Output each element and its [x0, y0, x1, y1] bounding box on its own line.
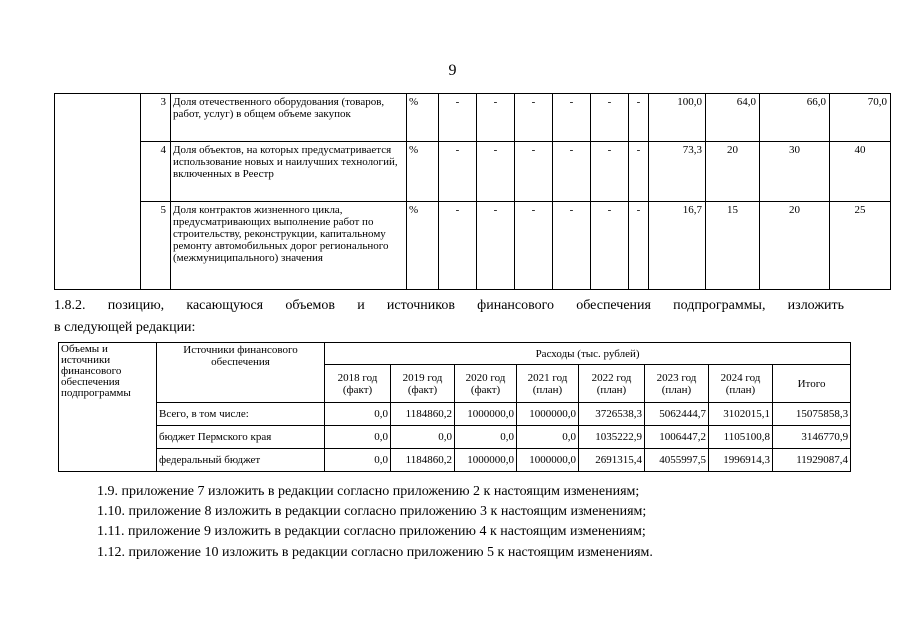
value-cell: 73,3	[649, 142, 706, 202]
dash-cell: -	[629, 94, 649, 142]
table-row	[55, 142, 891, 202]
empty-merged-cell	[55, 94, 141, 290]
dash-cell: -	[591, 94, 629, 142]
value-cell: 1184860,2	[391, 449, 455, 472]
value-cell: 11929087,4	[773, 449, 851, 472]
unit-cell: %	[407, 94, 439, 142]
value-cell: 1035222,9	[579, 426, 645, 449]
value-cell: 20	[706, 142, 760, 202]
dash-cell: -	[477, 202, 515, 290]
year-header: 2020 год (факт)	[455, 365, 517, 403]
dash-cell: -	[439, 142, 477, 202]
year-header: 2021 год (план)	[517, 365, 579, 403]
value-cell: 1996914,3	[709, 449, 773, 472]
total-header: Итого	[773, 365, 851, 403]
value-cell: 1000000,0	[517, 449, 579, 472]
value-cell: 15075858,3	[773, 403, 851, 426]
value-cell: 1000000,0	[517, 403, 579, 426]
value-cell: 64,0	[706, 94, 760, 142]
value-cell: 15	[706, 202, 760, 290]
dash-cell: -	[515, 142, 553, 202]
source-cell: Всего, в том числе:	[157, 403, 325, 426]
paragraph-1-11: 1.11. приложение 9 изложить в редакции согласно приложению 4 к настоящим изменениям;	[97, 524, 646, 539]
indicator-name: Доля отечественного оборудования (товаров, работ, услуг) в общем объеме закупок	[171, 94, 407, 142]
value-cell: 3146770,9	[773, 426, 851, 449]
table-row	[59, 426, 851, 449]
value-cell: 20	[760, 202, 830, 290]
paragraph-1-9: 1.9. приложение 7 изложить в редакции согласно приложению 2 к настоящим изменениям;	[97, 484, 640, 499]
value-cell: 1105100,8	[709, 426, 773, 449]
dash-cell: -	[553, 202, 591, 290]
value-cell: 30	[760, 142, 830, 202]
row-number: 4	[141, 142, 171, 202]
value-cell: 1006447,2	[645, 426, 709, 449]
value-cell: 0,0	[325, 449, 391, 472]
year-header: 2019 год (факт)	[391, 365, 455, 403]
value-cell: 0,0	[517, 426, 579, 449]
dash-cell: -	[477, 142, 515, 202]
year-header: 2024 год (план)	[709, 365, 773, 403]
table-row	[59, 449, 851, 472]
value-cell: 4055997,5	[645, 449, 709, 472]
value-cell: 0,0	[391, 426, 455, 449]
dash-cell: -	[515, 94, 553, 142]
table-row	[59, 403, 851, 426]
page-number: 9	[448, 62, 457, 79]
value-cell: 0,0	[455, 426, 517, 449]
dash-cell: -	[553, 142, 591, 202]
value-cell: 40	[830, 142, 891, 202]
sources-header: Источники финансового обеспечения	[157, 343, 325, 403]
table-row	[55, 202, 891, 290]
year-header: 2018 год (факт)	[325, 365, 391, 403]
paragraph-1-8-2: 1.8.2. позицию, касающуюся объемов и источников финансового обеспечения подпрограммы, изложить	[54, 298, 844, 313]
value-cell: 25	[830, 202, 891, 290]
source-cell: федеральный бюджет	[157, 449, 325, 472]
dash-cell: -	[591, 142, 629, 202]
header-row	[59, 343, 851, 365]
value-cell: 5062444,7	[645, 403, 709, 426]
year-header: 2022 год (план)	[579, 365, 645, 403]
dash-cell: -	[439, 94, 477, 142]
unit-cell: %	[407, 202, 439, 290]
value-cell: 0,0	[325, 426, 391, 449]
value-cell: 100,0	[649, 94, 706, 142]
value-cell: 0,0	[325, 403, 391, 426]
value-cell: 70,0	[830, 94, 891, 142]
value-cell: 16,7	[649, 202, 706, 290]
value-cell: 66,0	[760, 94, 830, 142]
dash-cell: -	[629, 142, 649, 202]
indicators-table	[54, 93, 891, 290]
paragraph-1-12: 1.12. приложение 10 изложить в редакции согласно приложению 5 к настоящим изменениям.	[97, 545, 653, 560]
finance-table	[58, 342, 851, 472]
dash-cell: -	[439, 202, 477, 290]
row-number: 3	[141, 94, 171, 142]
table-row	[55, 94, 891, 142]
dash-cell: -	[515, 202, 553, 290]
value-cell: 1184860,2	[391, 403, 455, 426]
unit-cell: %	[407, 142, 439, 202]
dash-cell: -	[591, 202, 629, 290]
value-cell: 3102015,1	[709, 403, 773, 426]
source-cell: бюджет Пермского края	[157, 426, 325, 449]
value-cell: 1000000,0	[455, 449, 517, 472]
paragraph-1-10: 1.10. приложение 8 изложить в редакции согласно приложению 3 к настоящим изменениям;	[97, 504, 647, 519]
indicator-name: Доля контрактов жизненного цикла, предусматривающих выполнение работ по строительству, реконструкции, капитальному ремонту автомобильных дорог регионального (межмуниципального) значения	[171, 202, 407, 290]
dash-cell: -	[477, 94, 515, 142]
dash-cell: -	[629, 202, 649, 290]
value-cell: 1000000,0	[455, 403, 517, 426]
expenses-header: Расходы (тыс. рублей)	[325, 343, 851, 365]
year-header: 2023 год (план)	[645, 365, 709, 403]
indicator-name: Доля объектов, на которых предусматривается использование новых и наилучших технологий, включенных в Реестр	[171, 142, 407, 202]
value-cell: 2691315,4	[579, 449, 645, 472]
dash-cell: -	[553, 94, 591, 142]
row-number: 5	[141, 202, 171, 290]
row-label-cell: Объемы и источники финансового обеспечения подпрограммы	[59, 343, 157, 472]
value-cell: 3726538,3	[579, 403, 645, 426]
paragraph-1-8-2-continuation: в следующей редакции:	[54, 320, 196, 335]
